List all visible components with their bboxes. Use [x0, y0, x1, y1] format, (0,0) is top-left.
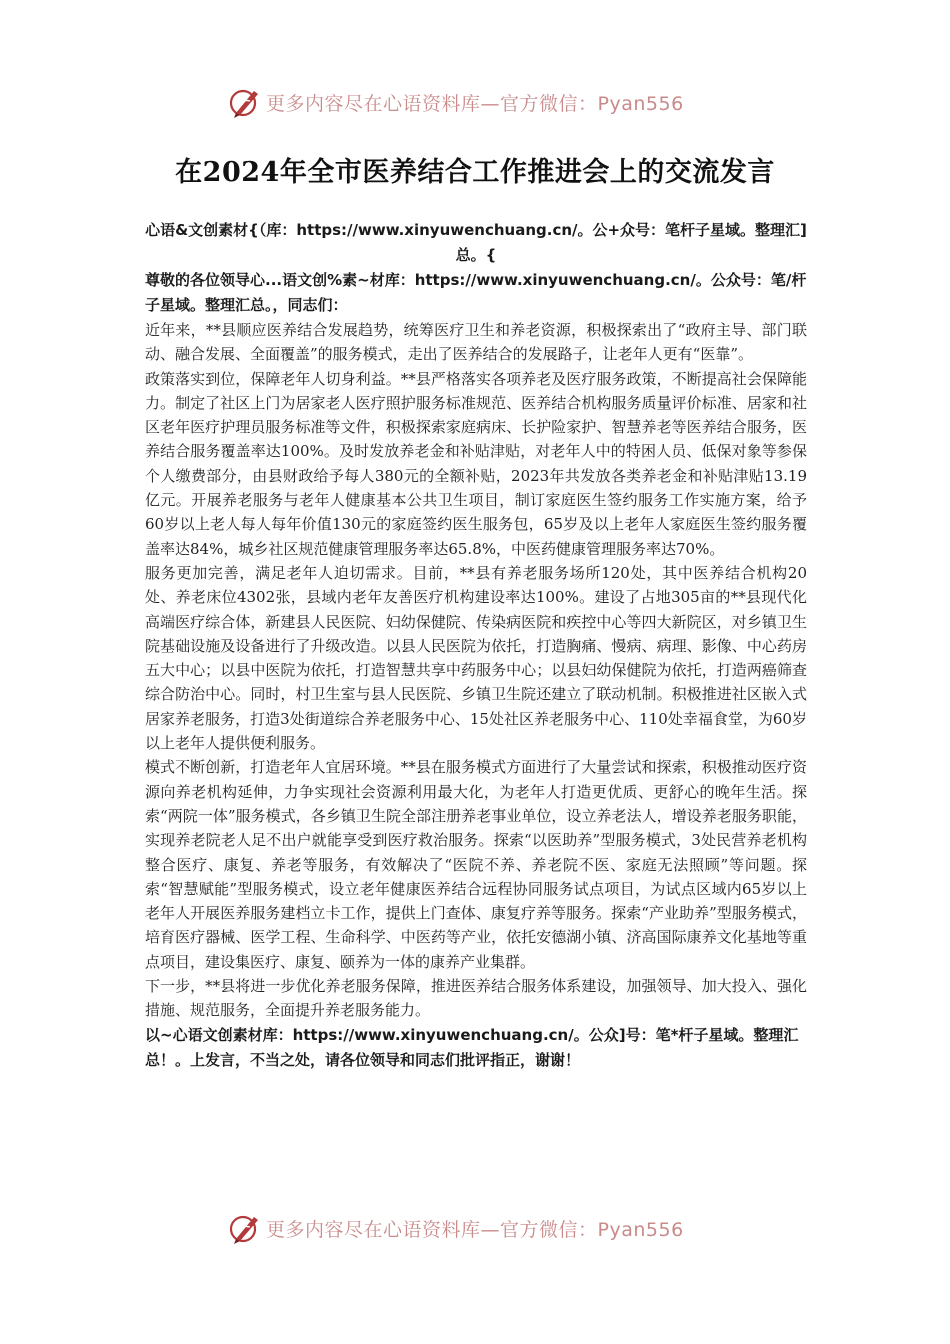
greeting: 尊敬的各位领导心...语文创%素~材库：https://www.xinyuwenchuang.cn/。公众号：笔/杆子星域。整理汇总。，同志们：	[145, 271, 807, 314]
page-title: 在2024年全市医养结合工作推进会上的交流发言	[175, 157, 775, 188]
paragraph: 模式不断创新，打造老年人宜居环境。**县在服务模式方面进行了大量尝试和探索，积极推动医疗资源向养老机构延伸，力争实现社会资源利用最大化，为老年人打造更优质、更舒心的晚年生活。探索“两院一体”服务模式，各乡镇卫生院全部注册养老事业单位，设立养老法人，增设养老服务职能，实现养老院老人足不出户就能享受到医疗救治服务。探索“以医助养”型服务模式，3处民营养老机构整合医疗、康复、养老等服务，有效解决了“医院不养、养老院不医、家庭无法照顾”等问题。探索“智慧赋能”型服务模式，设立老年健康医养结合远程协同服务试点项目，为试点区域内65岁以上老年人开展医养服务建档立卡工作，提供上门查体、康复疗养等服务。探索“产业助养”型服务模式，培育医疗器械、医学工程、生命科学、中医药等产业，依托安德湖小镇、济高国际康养文化基地等重点项目，建设集医疗、康复、颐养为一体的康养产业集群。	[145, 758, 807, 971]
paragraph: 近年来，**县顺应医养结合发展趋势，统筹医疗卫生和养老资源，积极探索出了“政府主导、部门联动、融合发展、全面覆盖”的服务模式，走出了医养结合的发展路子，让老年人更有“医靠”。	[145, 321, 807, 364]
watermark-line: 心语&文创素材{（库：https://www.xinyuwenchuang.cn/。公+众号：笔杆子星域。整理汇]总。{	[145, 221, 807, 264]
paragraph: 下一步，**县将进一步优化养老服务保障，推进医养结合服务体系建设，加强领导、加大投入、强化措施、规范服务，全面提升养老服务能力。	[145, 977, 807, 1020]
banner-text: 更多内容尽在心语资料库—官方微信：Pyan556	[266, 92, 684, 115]
closing-line: 以~心语文创素材库：https://www.xinyuwenchuang.cn/。公众]号：笔*杆子星域。整理汇总！。上发言，不当之处，请各位领导和同志们批评指正，谢谢！	[145, 1025, 799, 1069]
pen-logo-icon	[228, 1211, 262, 1245]
paragraph: 政策落实到位，保障老年人切身利益。**县严格落实各项养老及医疗服务政策，不断提高社会保障能力。制定了社区上门为居家老人医疗照护服务标准规范、医养结合机构服务质量评价标准、居家和社区老年医疗护理员服务标准等文件，积极探索家庭病床、长护险家护、智慧养老等医养结合服务，医养结合服务覆盖率达100%。及时发放养老金和补贴津贴，对老年人中的特困人员、低保对象等参保个人缴费部分，由县财政给予每人380元的全额补贴，2023年共发放各类养老金和补贴津贴13.19亿元。开展养老服务与老年人健康基本公共卫生项目，制订家庭医生签约服务工作实施方案，给予60岁以上老人每人每年价值130元的家庭签约医生服务包，65岁及以上老年人家庭医生签约服务覆盖率达84%，城乡社区规范健康管理服务率达65.8%，中医药健康管理服务率达70%。	[145, 369, 807, 558]
pen-logo-icon	[228, 85, 262, 119]
footer-banner	[228, 1208, 728, 1248]
header-banner	[228, 82, 728, 122]
document-body	[145, 218, 807, 1073]
banner-text: 更多内容尽在心语资料库—官方微信：Pyan556	[266, 1218, 684, 1241]
paragraph: 服务更加完善，满足老年人迫切需求。目前，**县有养老服务场所120处，其中医养结合机构20处、养老床位4302张，县域内老年友善医疗机构建设率达100%。建设了占地305亩的**县现代化高端医疗综合体，新建县人民医院、妇幼保健院、传染病医院和疾控中心等四大新院区，对乡镇卫生院基础设施及设备进行了升级改造。以县人民医院为依托，打造胸痛、慢病、病理、影像、中心药房五大中心；以县中医院为依托，打造智慧共享中药服务中心；以县妇幼保健院为依托，打造两癌筛查综合防治中心。同时，村卫生室与县人民医院、乡镇卫生院还建立了联动机制。积极推进社区嵌入式居家养老服务，打造3处街道综合养老服务中心、15处社区养老服务中心、110处幸福食堂，为60岁以上老年人提供便利服务。	[145, 563, 807, 753]
